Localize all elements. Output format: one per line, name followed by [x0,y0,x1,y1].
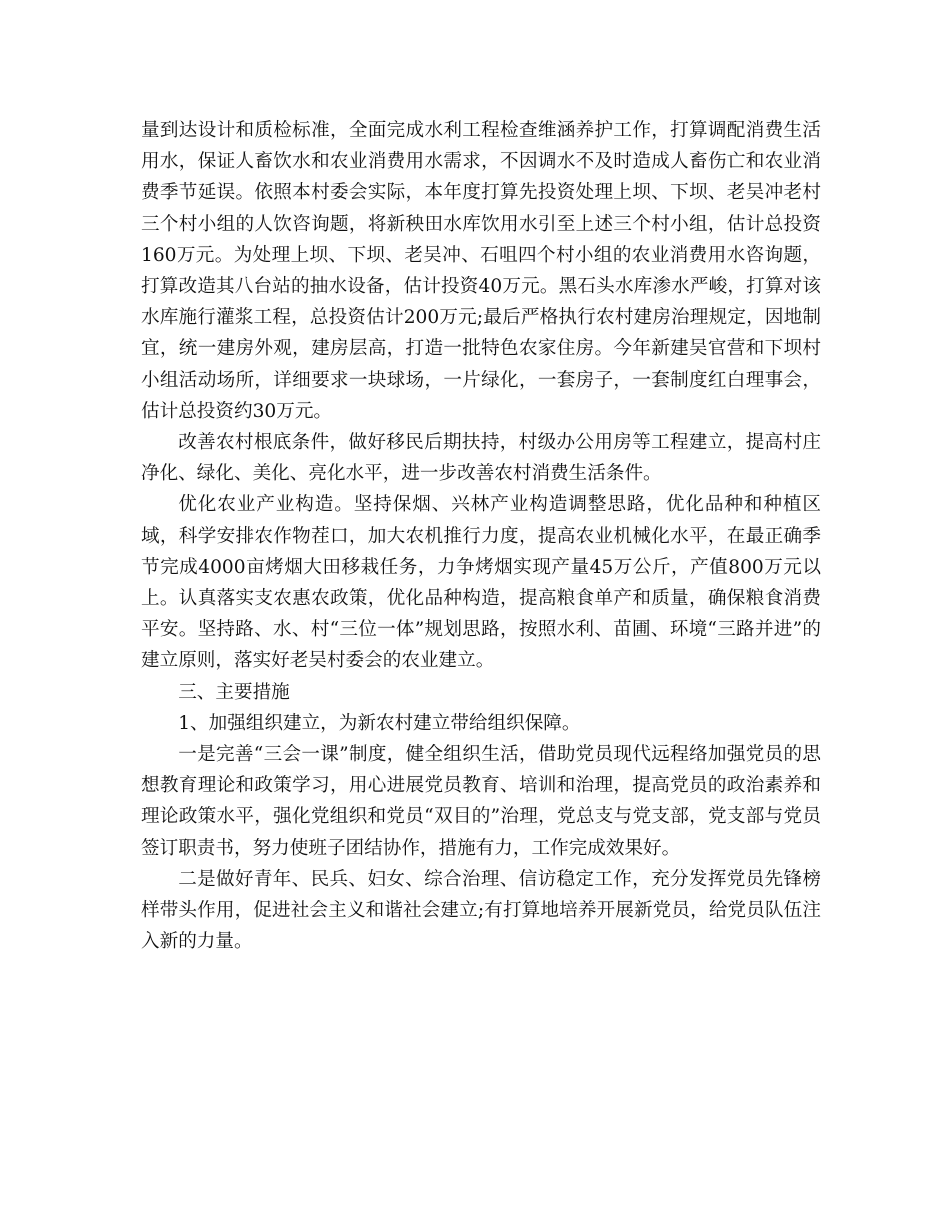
paragraph-agriculture-structure: 优化农业产业构造。坚持保烟、兴林产业构造调整思路，优化品种和种植区域，科学安排农作物茬口，加大农机推行力度，提高农业机械化水平，在最正确季节完成4000亩烤烟大田移栽任务，力争烤烟实现产量45万公斤，产值800万元以上。认真落实支农惠农政策，优化品种构造，提高粮食单产和质量，确保粮食消费平安。坚持路、水、村“三位一体”规划思路，按照水利、苗圃、环境“三路并进”的建立原则，落实好老吴村委会的农业建立。 [141,494,821,672]
paragraph-water-projects: 量到达设计和质检标准，全面完成水利工程检查维涵养护工作，打算调配消费生活用水，保证人畜饮水和农业消费用水需求，不因调水不及时造成人畜伤亡和农业消费季节延误。依照本村委会实际，本年度打算先投资处理上坝、下坝、老吴冲老村三个村小组的人饮咨询题，将新秧田水库饮用水引至上述三个村小组，估计总投资160万元。为处理上坝、下坝、老吴冲、石咀四个村小组的农业消费用水咨询题，打算改造其八台站的抽水设备，估计投资40万元。黑石头水库渗水严峻，打算对该水库施行灌浆工程，总投资估计200万元;最后严格执行农村建房治理规定，因地制宜，统一建房外观，建房层高，打造一批特色农家住房。今年新建吴官营和下坝村小组活动场所，详细要求一块球场，一片绿化，一套房子，一套制度红白理事会，估计总投资约30万元。 [141,120,821,422]
section-heading-main-measures: 三、主要措施 [178,681,290,703]
paragraph-rural-conditions: 改善农村根底条件，做好移民后期扶持，村级办公用房等工程建立，提高村庄净化、绿化、美化、亮化水平，进一步改善农村消费生活条件。 [141,432,821,485]
document-body [141,115,821,957]
paragraph-party-education: 一是完善“三会一课”制度，健全组织生活，借助党员现代远程络加强党员的思想教育理论和政策学习，用心进展党员教育、培训和治理，提高党员的政治素养和理论政策水平，强化党组织和党员“双目的”治理，党总支与党支部，党支部与党员签订职责书，努力使班子团结协作，措施有力，工作完成效果好。 [141,744,821,859]
paragraph-social-stability: 二是做好青年、民兵、妇女、综合治理、信访稳定工作，充分发挥党员先锋榜样带头作用，促进社会主义和谐社会建立;有打算地培养开展新党员，给党员队伍注入新的力量。 [141,868,821,953]
subheading-organization-building: 1、加强组织建立，为新农村建立带给组织保障。 [178,712,581,734]
